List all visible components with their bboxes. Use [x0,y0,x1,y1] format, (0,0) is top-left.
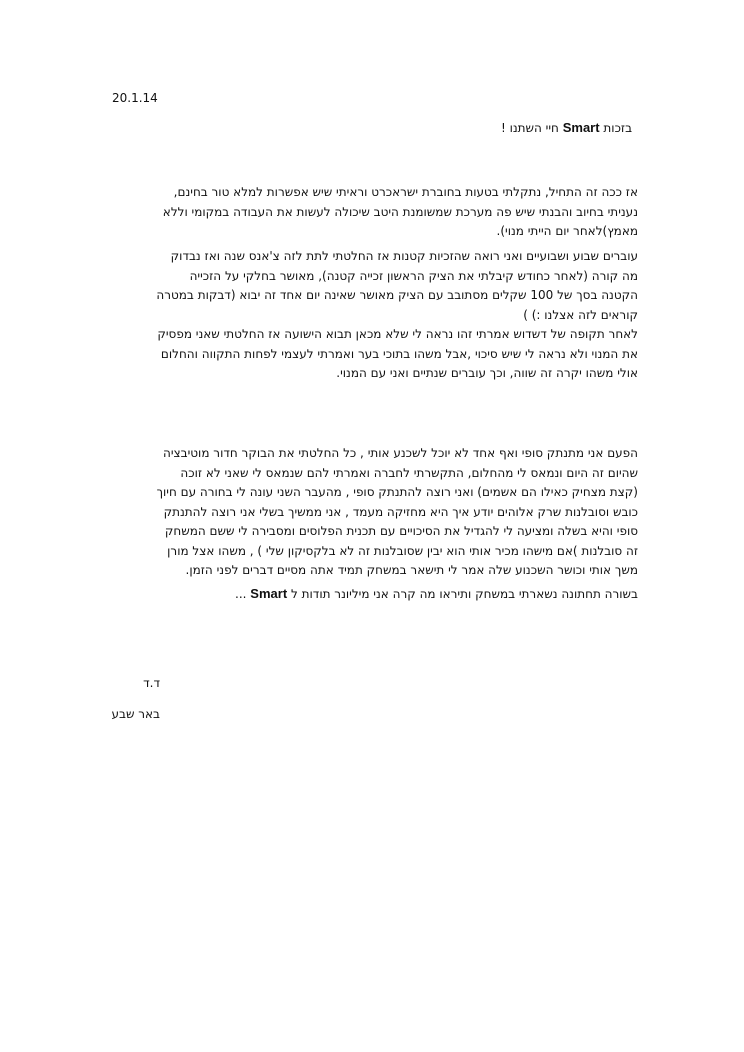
paragraph-stagnation [110,325,638,384]
paragraph-line: עוברים שבוע ושבועיים ואני רואה שהזכיות קטנות אז החלטתי לתת לזה צ'אנס שנה ואז נבדוק [170,249,638,263]
greeting-suffix: חיי השתנו ! [500,121,559,135]
paragraph-line: סופי והיא בשלה ומציעה לי להגדיל את הסיכויים עם תכנית הפלוסים ומסבירה לי ששם המשחק [164,524,638,538]
paragraph-line: משך אותי וכושר השכנוע שלה אמר לי תישאר במשחק תמיד אתה מסיים דברים לפני הזמן. [185,563,638,577]
paragraph-first-win [110,247,638,325]
paragraph-line: מאמץ)לאחר יום הייתי מנוי). [496,224,638,238]
greeting-brand: Smart [562,120,600,135]
paragraph-line: נעניתי בחיוב והבנתי שיש פה מערכת שמשומנת היטב שיכולה לעשות את העבודה במקומי וללא [162,204,638,219]
paragraph-line: מה קורה (לאחר כחודש קיבלתי את הציק הראשון זכייה קטנה), מאושר בחלקי על הזכייה [189,268,638,283]
paragraph-line: אז ככה זה התחיל, נתקלתי בטעות בחוברת ישראכרט וראיתי שיש אפשרות למלא טור בחינם, [173,185,638,199]
closing-text: בשורה תחתונה נשארתי במשחק ותיראו מה קרה אני מיליונר תודות ל [290,587,638,601]
paragraph-line: את המנוי ולא נראה לי שיש סיכוי ,אבל משהו בתוכי בער ואמרתי לעצמי לפחות התקווה והחלום [160,346,638,361]
closing-line [200,586,638,601]
letter-date: 20.1.14 [112,91,158,105]
paragraph-line: שהיום זה היום ונמאס לי מהחלום, התקשרתי לחברה ואמרתי להם שנמאס לי שאני לא זוכה [180,465,638,480]
signature-city: באר שבע [111,707,160,721]
greeting-prefix: בזכות [603,121,632,135]
greeting-line [300,120,632,135]
paragraph-line: קוראים לזה אצלנו :) ) [523,307,638,322]
paragraph-line: הפעם אני מתנתק סופי ואף אחד לא יוכל לשכנע אותי , כל החלטתי את הבוקר חדור מוטיבציה [163,446,638,460]
paragraph-line: (קצת מצחיק כאילו הם אשמים) ואני רוצה להתנתק סופי , מהעבר השני עונה לי בחורה עם חיוך [156,485,638,499]
closing-brand: Smart [250,586,288,601]
paragraph-cancellation-call [110,444,638,581]
paragraph-line: כובש וסובלנות שרק אלוהים יודע איך היא מחזיקה מעמד , אני ממשיך בשלי אני רוצה להתנתק [163,504,638,519]
paragraph-intro [110,183,638,242]
closing-ellipsis: ... [235,587,247,601]
paragraph-line: הקטנה בסך של 100 שקלים מסתובב עם הציק מאושר שאינה יום אחד זה יבוא (דבקות במטרה [156,288,638,302]
paragraph-line: אולי משהו יקרה זה שווה, וכך עוברים שנתיים ואני עם המנוי. [336,366,638,380]
paragraph-line: זה סובלנות )אם מישהו מכיר אותי הוא יבין שסובלנות זה לא בלקסיקון שלי ) , משהו אצל מורן [167,543,638,558]
signature-initials: ד.ד [143,676,160,690]
paragraph-line: לאחר תקופה של דשדוש אמרתי זהו נראה לי שלא מכאן תבוא הישועה אז החלטתי שאני מפסיק [157,327,638,341]
